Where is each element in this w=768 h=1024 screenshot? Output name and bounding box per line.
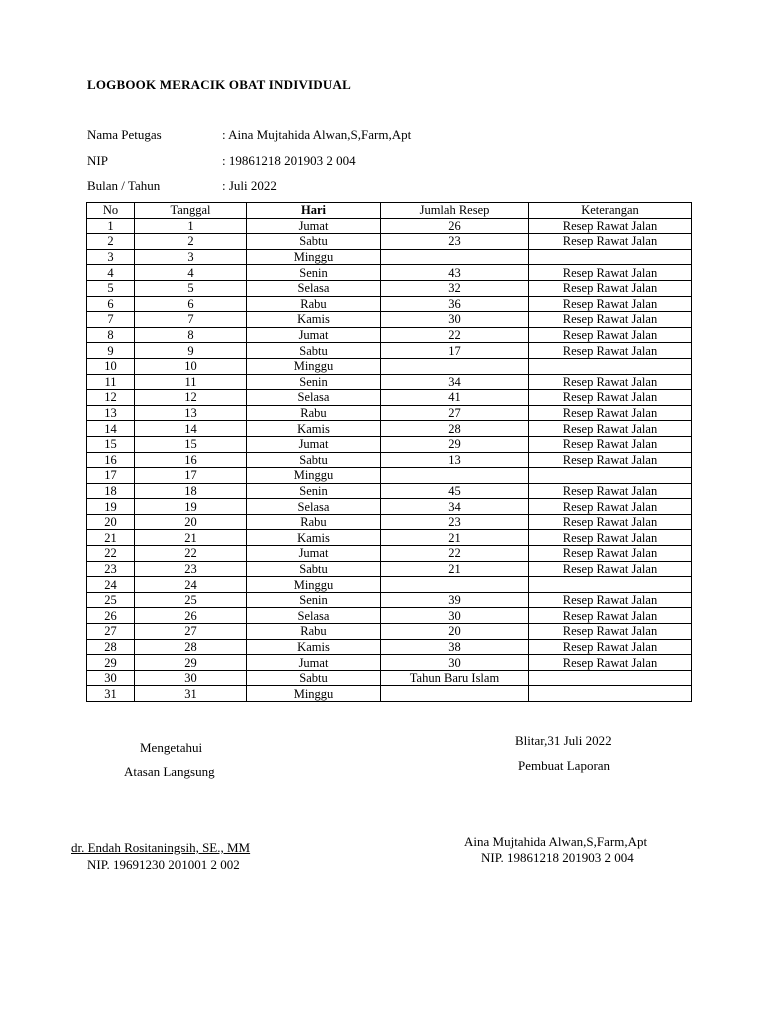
cell-hari: Rabu <box>247 514 381 530</box>
cell-no: 9 <box>87 343 135 359</box>
table-row <box>87 421 692 437</box>
table-row <box>87 296 692 312</box>
cell-hari: Senin <box>247 592 381 608</box>
table-row <box>87 327 692 343</box>
cell-hari: Minggu <box>247 468 381 484</box>
table-row <box>87 249 692 265</box>
cell-jumlah-resep: 34 <box>381 499 529 515</box>
cell-hari: Selasa <box>247 499 381 515</box>
cell-jumlah-resep: 39 <box>381 592 529 608</box>
cell-tanggal: 15 <box>135 436 247 452</box>
cell-jumlah-resep <box>381 686 529 702</box>
table-row <box>87 514 692 530</box>
table-row <box>87 499 692 515</box>
cell-keterangan: Resep Rawat Jalan <box>529 561 692 577</box>
cell-keterangan: Resep Rawat Jalan <box>529 639 692 655</box>
table-row <box>87 624 692 640</box>
logbook-table <box>86 202 692 702</box>
header-jumlah-resep: Jumlah Resep <box>381 203 529 219</box>
cell-keterangan: Resep Rawat Jalan <box>529 608 692 624</box>
table-row <box>87 639 692 655</box>
cell-no: 26 <box>87 608 135 624</box>
cell-jumlah-resep: 20 <box>381 624 529 640</box>
table-row <box>87 312 692 328</box>
table-row <box>87 483 692 499</box>
cell-tanggal: 12 <box>135 390 247 406</box>
cell-tanggal: 19 <box>135 499 247 515</box>
cell-jumlah-resep: 22 <box>381 546 529 562</box>
cell-hari: Rabu <box>247 405 381 421</box>
table-row <box>87 468 692 484</box>
cell-hari: Senin <box>247 374 381 390</box>
cell-hari: Senin <box>247 265 381 281</box>
cell-hari: Selasa <box>247 608 381 624</box>
cell-jumlah-resep: 23 <box>381 514 529 530</box>
cell-jumlah-resep: 13 <box>381 452 529 468</box>
cell-hari: Minggu <box>247 686 381 702</box>
table-row <box>87 265 692 281</box>
cell-tanggal: 29 <box>135 655 247 671</box>
cell-hari: Sabtu <box>247 561 381 577</box>
cell-hari: Jumat <box>247 655 381 671</box>
sig-right-name: Aina Mujtahida Alwan,S,Farm,Apt <box>464 834 648 849</box>
cell-keterangan: Resep Rawat Jalan <box>529 655 692 671</box>
cell-jumlah-resep <box>381 468 529 484</box>
table-row <box>87 234 692 250</box>
cell-jumlah-resep: 30 <box>381 608 529 624</box>
cell-hari: Kamis <box>247 421 381 437</box>
cell-jumlah-resep: 26 <box>381 218 529 234</box>
nip-value: : 19861218 201903 2 004 <box>222 153 356 168</box>
table-row <box>87 655 692 671</box>
cell-hari: Sabtu <box>247 670 381 686</box>
cell-hari: Jumat <box>247 436 381 452</box>
table-row <box>87 405 692 421</box>
cell-no: 25 <box>87 592 135 608</box>
table-row <box>87 436 692 452</box>
cell-keterangan: Resep Rawat Jalan <box>529 452 692 468</box>
table-row <box>87 280 692 296</box>
cell-tanggal: 14 <box>135 421 247 437</box>
cell-jumlah-resep <box>381 577 529 593</box>
cell-tanggal: 23 <box>135 561 247 577</box>
cell-jumlah-resep: 41 <box>381 390 529 406</box>
cell-no: 15 <box>87 436 135 452</box>
cell-no: 6 <box>87 296 135 312</box>
cell-keterangan: Resep Rawat Jalan <box>529 421 692 437</box>
cell-keterangan: Resep Rawat Jalan <box>529 327 692 343</box>
cell-tanggal: 10 <box>135 358 247 374</box>
cell-no: 2 <box>87 234 135 250</box>
cell-keterangan: Resep Rawat Jalan <box>529 514 692 530</box>
cell-hari: Senin <box>247 483 381 499</box>
cell-no: 17 <box>87 468 135 484</box>
cell-keterangan: Resep Rawat Jalan <box>529 405 692 421</box>
cell-tanggal: 30 <box>135 670 247 686</box>
sig-left-nip: NIP. 19691230 201001 2 002 <box>87 857 240 872</box>
cell-no: 31 <box>87 686 135 702</box>
cell-hari: Sabtu <box>247 234 381 250</box>
cell-hari: Minggu <box>247 577 381 593</box>
cell-jumlah-resep: Tahun Baru Islam <box>381 670 529 686</box>
cell-jumlah-resep <box>381 358 529 374</box>
cell-no: 1 <box>87 218 135 234</box>
table-row <box>87 686 692 702</box>
cell-hari: Minggu <box>247 249 381 265</box>
nama-value: : Aina Mujtahida Alwan,S,Farm,Apt <box>222 127 412 142</box>
cell-hari: Kamis <box>247 530 381 546</box>
cell-tanggal: 5 <box>135 280 247 296</box>
cell-hari: Minggu <box>247 358 381 374</box>
cell-keterangan: Resep Rawat Jalan <box>529 343 692 359</box>
table-row <box>87 452 692 468</box>
cell-tanggal: 24 <box>135 577 247 593</box>
cell-keterangan: Resep Rawat Jalan <box>529 265 692 281</box>
table-row <box>87 530 692 546</box>
cell-jumlah-resep: 29 <box>381 436 529 452</box>
cell-no: 14 <box>87 421 135 437</box>
cell-tanggal: 18 <box>135 483 247 499</box>
sig-left-name: dr. Endah Rositaningsih, SE., MM <box>71 840 251 855</box>
cell-keterangan: Resep Rawat Jalan <box>529 624 692 640</box>
cell-no: 3 <box>87 249 135 265</box>
cell-no: 11 <box>87 374 135 390</box>
table-row <box>87 592 692 608</box>
cell-tanggal: 16 <box>135 452 247 468</box>
table-row <box>87 218 692 234</box>
cell-tanggal: 31 <box>135 686 247 702</box>
cell-keterangan: Resep Rawat Jalan <box>529 390 692 406</box>
cell-keterangan <box>529 358 692 374</box>
cell-keterangan <box>529 468 692 484</box>
nama-label: Nama Petugas <box>87 127 162 142</box>
cell-keterangan: Resep Rawat Jalan <box>529 280 692 296</box>
cell-hari: Jumat <box>247 546 381 562</box>
cell-no: 18 <box>87 483 135 499</box>
document-title: LOGBOOK MERACIK OBAT INDIVIDUAL <box>87 77 351 92</box>
table-row <box>87 561 692 577</box>
cell-keterangan: Resep Rawat Jalan <box>529 530 692 546</box>
cell-hari: Selasa <box>247 390 381 406</box>
cell-keterangan: Resep Rawat Jalan <box>529 436 692 452</box>
cell-no: 4 <box>87 265 135 281</box>
table-row <box>87 546 692 562</box>
nip-label: NIP <box>87 153 108 168</box>
cell-tanggal: 8 <box>135 327 247 343</box>
cell-jumlah-resep <box>381 249 529 265</box>
cell-hari: Jumat <box>247 218 381 234</box>
cell-jumlah-resep: 21 <box>381 561 529 577</box>
cell-tanggal: 7 <box>135 312 247 328</box>
cell-no: 23 <box>87 561 135 577</box>
sig-left-label-2: Atasan Langsung <box>124 764 215 779</box>
sig-right-place-date: Blitar,31 Juli 2022 <box>515 733 612 748</box>
cell-jumlah-resep: 22 <box>381 327 529 343</box>
table-row <box>87 374 692 390</box>
cell-tanggal: 6 <box>135 296 247 312</box>
cell-jumlah-resep: 28 <box>381 421 529 437</box>
table-row <box>87 390 692 406</box>
cell-keterangan <box>529 249 692 265</box>
cell-no: 5 <box>87 280 135 296</box>
cell-jumlah-resep: 38 <box>381 639 529 655</box>
cell-no: 10 <box>87 358 135 374</box>
header-no: No <box>87 203 135 219</box>
cell-tanggal: 21 <box>135 530 247 546</box>
cell-hari: Kamis <box>247 312 381 328</box>
cell-jumlah-resep: 43 <box>381 265 529 281</box>
cell-keterangan <box>529 686 692 702</box>
cell-hari: Jumat <box>247 327 381 343</box>
cell-keterangan: Resep Rawat Jalan <box>529 312 692 328</box>
header-tanggal: Tanggal <box>135 203 247 219</box>
cell-no: 22 <box>87 546 135 562</box>
cell-no: 29 <box>87 655 135 671</box>
header-hari: Hari <box>247 203 381 219</box>
cell-no: 12 <box>87 390 135 406</box>
cell-tanggal: 9 <box>135 343 247 359</box>
table-body <box>87 218 692 701</box>
sig-left-label-1: Mengetahui <box>140 740 203 755</box>
cell-keterangan <box>529 577 692 593</box>
table-row <box>87 343 692 359</box>
cell-no: 28 <box>87 639 135 655</box>
cell-jumlah-resep: 36 <box>381 296 529 312</box>
cell-tanggal: 2 <box>135 234 247 250</box>
cell-hari: Rabu <box>247 624 381 640</box>
cell-no: 24 <box>87 577 135 593</box>
table-row <box>87 577 692 593</box>
cell-tanggal: 20 <box>135 514 247 530</box>
cell-tanggal: 13 <box>135 405 247 421</box>
cell-keterangan: Resep Rawat Jalan <box>529 296 692 312</box>
cell-tanggal: 26 <box>135 608 247 624</box>
cell-jumlah-resep: 27 <box>381 405 529 421</box>
cell-tanggal: 25 <box>135 592 247 608</box>
cell-no: 20 <box>87 514 135 530</box>
cell-keterangan: Resep Rawat Jalan <box>529 218 692 234</box>
cell-jumlah-resep: 30 <box>381 312 529 328</box>
cell-jumlah-resep: 30 <box>381 655 529 671</box>
cell-tanggal: 1 <box>135 218 247 234</box>
cell-tanggal: 3 <box>135 249 247 265</box>
cell-keterangan: Resep Rawat Jalan <box>529 499 692 515</box>
cell-keterangan: Resep Rawat Jalan <box>529 234 692 250</box>
cell-tanggal: 11 <box>135 374 247 390</box>
cell-jumlah-resep: 23 <box>381 234 529 250</box>
cell-keterangan: Resep Rawat Jalan <box>529 546 692 562</box>
cell-keterangan: Resep Rawat Jalan <box>529 483 692 499</box>
cell-no: 21 <box>87 530 135 546</box>
cell-hari: Selasa <box>247 280 381 296</box>
cell-keterangan <box>529 670 692 686</box>
cell-no: 16 <box>87 452 135 468</box>
cell-no: 27 <box>87 624 135 640</box>
cell-no: 13 <box>87 405 135 421</box>
header-keterangan: Keterangan <box>529 203 692 219</box>
cell-no: 19 <box>87 499 135 515</box>
cell-no: 30 <box>87 670 135 686</box>
periode-value: : Juli 2022 <box>222 178 277 193</box>
cell-hari: Sabtu <box>247 343 381 359</box>
cell-tanggal: 27 <box>135 624 247 640</box>
cell-tanggal: 17 <box>135 468 247 484</box>
sig-right-nip: NIP. 19861218 201903 2 004 <box>481 850 634 865</box>
cell-keterangan: Resep Rawat Jalan <box>529 374 692 390</box>
cell-hari: Kamis <box>247 639 381 655</box>
table-header-row <box>87 203 692 219</box>
cell-jumlah-resep: 34 <box>381 374 529 390</box>
cell-tanggal: 28 <box>135 639 247 655</box>
cell-jumlah-resep: 21 <box>381 530 529 546</box>
cell-keterangan: Resep Rawat Jalan <box>529 592 692 608</box>
cell-hari: Sabtu <box>247 452 381 468</box>
cell-no: 7 <box>87 312 135 328</box>
periode-label: Bulan / Tahun <box>87 178 161 193</box>
cell-jumlah-resep: 17 <box>381 343 529 359</box>
cell-hari: Rabu <box>247 296 381 312</box>
table-row <box>87 608 692 624</box>
cell-jumlah-resep: 45 <box>381 483 529 499</box>
table-row <box>87 358 692 374</box>
cell-no: 8 <box>87 327 135 343</box>
cell-jumlah-resep: 32 <box>381 280 529 296</box>
cell-tanggal: 4 <box>135 265 247 281</box>
cell-tanggal: 22 <box>135 546 247 562</box>
table-row <box>87 670 692 686</box>
sig-right-role: Pembuat Laporan <box>518 758 611 773</box>
